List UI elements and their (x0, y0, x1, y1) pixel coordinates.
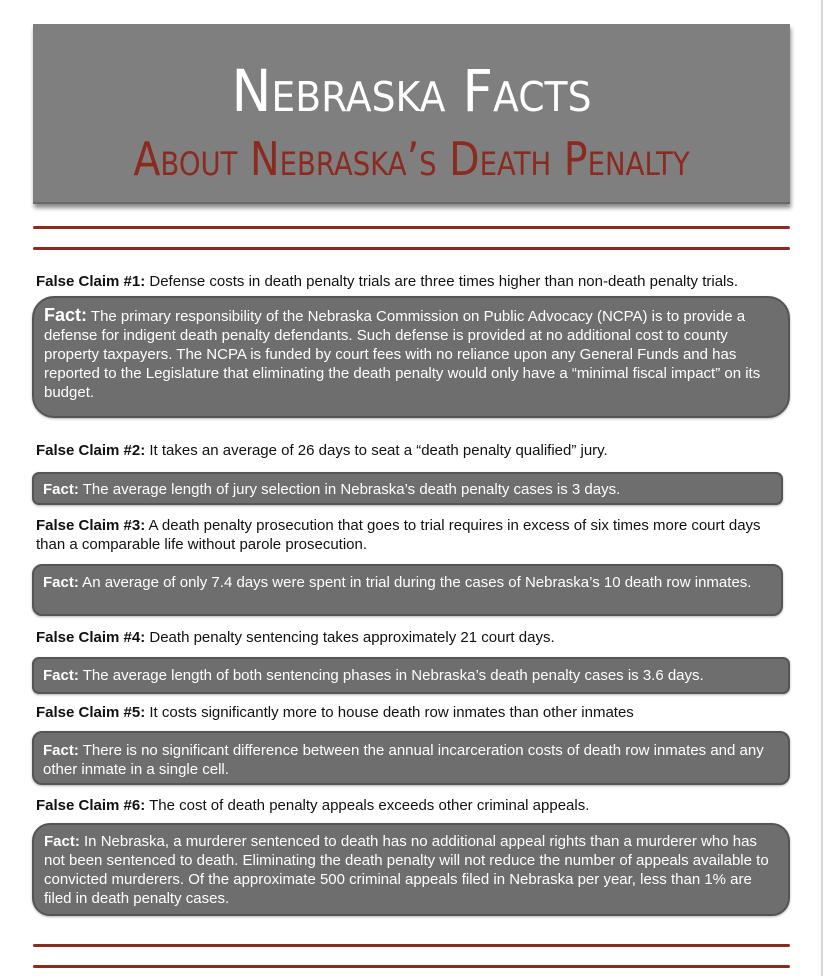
fact-text: The average length of jury selection in Nebraska’s death penalty cases is 3 days. (78, 481, 621, 498)
fact-label: Fact: (43, 742, 79, 759)
claim-text: The cost of death penalty appeals exceeds other criminal appeals. (145, 797, 590, 814)
fact-box-6 (32, 823, 790, 916)
fact-text: There is no significant difference between the annual incarceration costs of death row inmates and any other inmate in a single cell. (43, 742, 764, 778)
fact-label: Fact: (44, 833, 80, 850)
bottom-divider-2 (33, 965, 790, 968)
top-divider-2 (33, 247, 790, 250)
false-claim-3 (36, 516, 786, 554)
fact-box-1 (32, 296, 790, 418)
fact-box-4 (32, 657, 790, 694)
false-claim-4 (36, 628, 786, 647)
fact-box-3 (32, 564, 783, 616)
fact-text: In Nebraska, a murderer sentenced to death has no additional appeal rights than a murderer who has not been sentenced to death. Eliminating the death penalty will not reduce the number of appeals available to convicted murderers. Of the approximate 500 criminal appeals filed in Nebraska per year, less than 1% are filed in death penalty cases. (44, 833, 769, 907)
page-subtitle: About Nebraska’s Death Penalty (133, 132, 690, 186)
fact-text: The average length of both sentencing phases in Nebraska’s death penalty cases is 3.6 days. (78, 667, 704, 684)
header-banner (33, 24, 790, 204)
claim-label: False Claim #4: (36, 629, 146, 646)
claim-text: It takes an average of 26 days to seat a “death penalty qualified” jury. (145, 442, 608, 459)
fact-label: Fact: (43, 667, 79, 684)
fact-label: Fact: (43, 574, 79, 591)
claim-text: A death penalty prosecution that goes to trial requires in excess of six times more court days than a comparable life without parole prosecution. (36, 517, 761, 553)
false-claim-2 (36, 441, 786, 460)
false-claim-5 (36, 703, 786, 722)
fact-box-2 (32, 472, 783, 505)
claim-label: False Claim #6: (36, 797, 146, 814)
fact-text: The primary responsibility of the Nebraska Commission on Public Advocacy (NCPA) is to provide a defense for indigent death penalty defendants. Such defense is provided at no additional cost to county property taxpayers. The NCPA is funded by court fees with no reliance upon any General Funds and has reported to the Legislature that eliminating the death penalty would only have a “minimal fiscal impact” on its budget. (44, 308, 761, 401)
page-title: Nebraska Facts (231, 57, 592, 125)
fact-label: Fact: (44, 305, 88, 325)
page-edge-divider (821, 0, 823, 976)
claim-label: False Claim #3: (36, 517, 146, 534)
claim-label: False Claim #5: (36, 704, 146, 721)
fact-box-5 (32, 731, 790, 785)
fact-label: Fact: (43, 481, 79, 498)
claim-label: False Claim #1: (36, 273, 146, 290)
false-claim-1 (36, 272, 786, 291)
claim-label: False Claim #2: (36, 442, 146, 459)
claim-text: It costs significantly more to house death row inmates than other inmates (145, 704, 634, 721)
top-divider-1 (33, 226, 790, 229)
false-claim-6 (36, 796, 786, 815)
fact-text: An average of only 7.4 days were spent in trial during the cases of Nebraska’s 10 death row inmates. (78, 574, 752, 591)
bottom-divider-1 (33, 944, 790, 947)
claim-text: Defense costs in death penalty trials are three times higher than non-death penalty trials. (145, 273, 739, 290)
claim-text: Death penalty sentencing takes approximately 21 court days. (145, 629, 555, 646)
